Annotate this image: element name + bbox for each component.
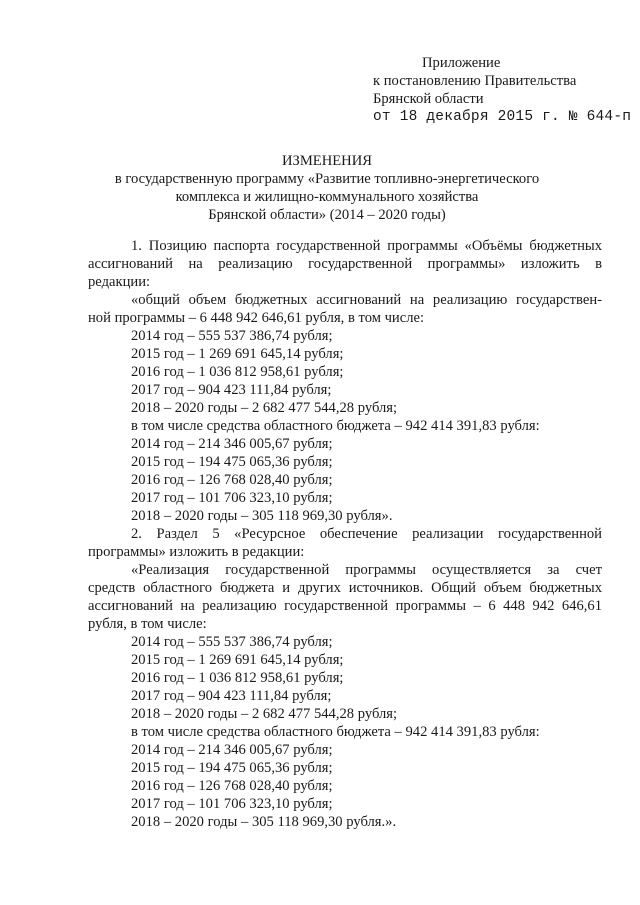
section1-regional-2017: 2017 год – 101 706 323,10 рубля; — [131, 490, 333, 506]
section1-quote-line-1: «общий объем бюджетных ассигнований на реализацию государствен- — [131, 292, 602, 308]
section2-year-2016: 2016 год – 1 036 812 958,61 рубля; — [131, 670, 344, 686]
section2-quote-line-1: «Реализация государственной программы осуществляется за счет — [131, 562, 602, 578]
section2-regional-2014: 2014 год – 214 346 005,67 рубля; — [131, 742, 333, 758]
section2-regional-2016: 2016 год – 126 768 028,40 рубля; — [131, 778, 333, 794]
section1-regional-2016: 2016 год – 126 768 028,40 рубля; — [131, 472, 333, 488]
section2-quote-line-4: рубля, в том числе: — [88, 616, 207, 632]
section2-regional-intro: в том числе средства областного бюджета – 942 414 391,83 рубля: — [131, 724, 540, 740]
section2-year-2017: 2017 год – 904 423 111,84 рубля; — [131, 688, 332, 704]
document-title-line-2: комплекса и жилищно-коммунального хозяйства — [175, 189, 479, 205]
section1-regional-2014: 2014 год – 214 346 005,67 рубля; — [131, 436, 333, 452]
section2-intro-line-2: программы» изложить в редакции: — [88, 544, 305, 560]
decree-date-number: от 18 декабря 2015 г. № 644-п — [373, 109, 632, 125]
document-heading: ИЗМЕНЕНИЯ — [281, 153, 372, 169]
section2-year-2014: 2014 год – 555 537 386,74 рубля; — [131, 634, 333, 650]
section1-quote-line-2: ной программы – 6 448 942 646,61 рубля, в том числе: — [88, 310, 425, 326]
region-name: Брянской области — [373, 91, 484, 107]
section2-year-2015: 2015 год – 1 269 691 645,14 рубля; — [131, 652, 344, 668]
section2-regional-2015: 2015 год – 194 475 065,36 рубля; — [131, 760, 333, 776]
section1-intro-line-3: редакции: — [88, 274, 151, 290]
section1-year-2016: 2016 год – 1 036 812 958,61 рубля; — [131, 364, 344, 380]
section2-regional-2017: 2017 год – 101 706 323,10 рубля; — [131, 796, 333, 812]
section2-quote-line-2: средств областного бюджета и других источников. Общий объем бюджетных — [88, 580, 602, 596]
section2-quote-line-3: ассигнований на реализацию государственной программы – 6 448 942 646,61 — [88, 598, 602, 614]
section1-regional-intro: в том числе средства областного бюджета – 942 414 391,83 рубля: — [131, 418, 540, 434]
section1-year-2015: 2015 год – 1 269 691 645,14 рубля; — [131, 346, 344, 362]
section1-year-2017: 2017 год – 904 423 111,84 рубля; — [131, 382, 332, 398]
section1-regional-2018-2020: 2018 – 2020 годы – 305 118 969,30 рубля». — [131, 508, 393, 524]
section2-intro-line-1: 2. Раздел 5 «Ресурсное обеспечение реализации государственной — [131, 526, 602, 542]
document-title-line-1: в государственную программу «Развитие топливно-энергетического — [114, 171, 540, 187]
document-title-line-3: Брянской области» (2014 – 2020 годы) — [208, 207, 446, 223]
decree-reference: к постановлению Правительства — [373, 73, 577, 89]
section2-regional-2018-2020: 2018 – 2020 годы – 305 118 969,30 рубля.». — [131, 814, 397, 830]
appendix-label: Приложение — [422, 55, 501, 71]
section1-intro-line-2: ассигнований на реализацию государственной программы» изложить в — [88, 256, 602, 272]
section1-regional-2015: 2015 год – 194 475 065,36 рубля; — [131, 454, 333, 470]
section1-intro-line-1: 1. Позицию паспорта государственной программы «Объёмы бюджетных — [131, 238, 602, 254]
section1-year-2014: 2014 год – 555 537 386,74 рубля; — [131, 328, 333, 344]
section2-year-2018-2020: 2018 – 2020 годы – 2 682 477 544,28 рубля; — [131, 706, 398, 722]
section1-year-2018-2020: 2018 – 2020 годы – 2 682 477 544,28 рубля; — [131, 400, 398, 416]
